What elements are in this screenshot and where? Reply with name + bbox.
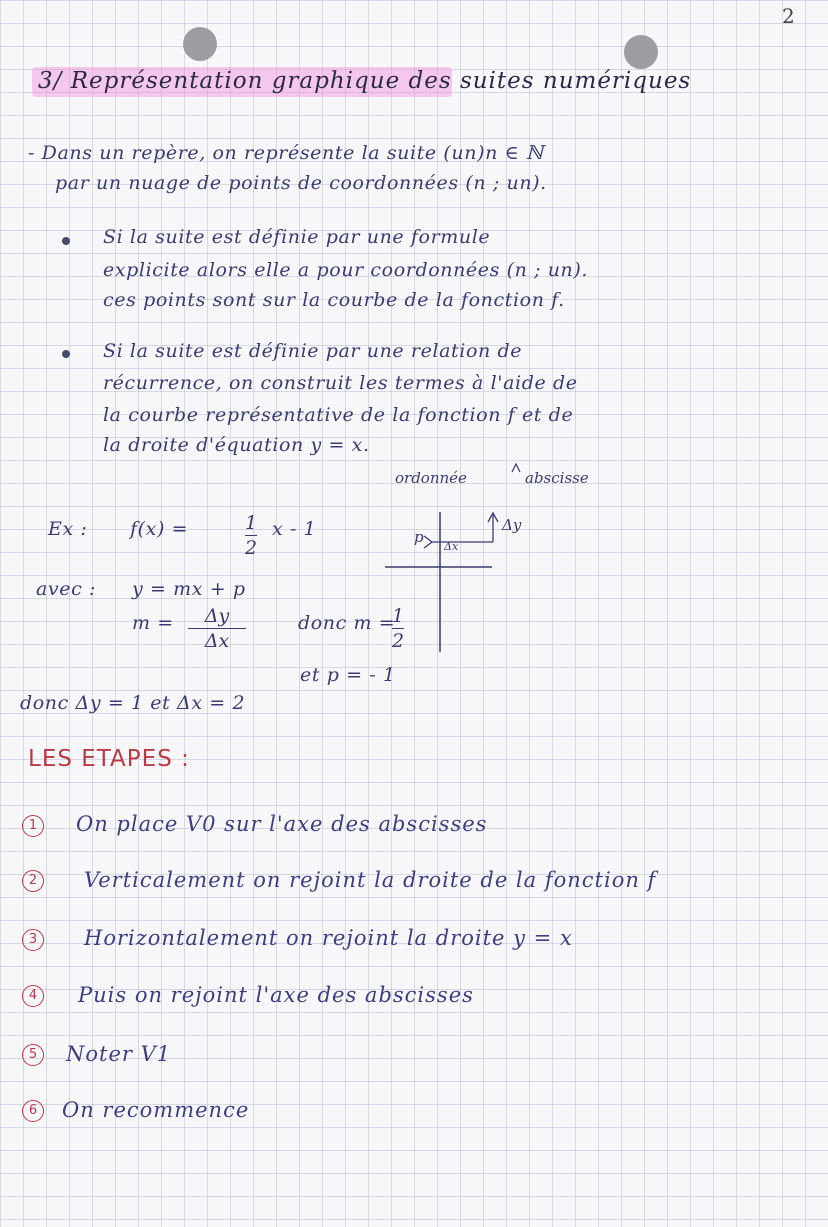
bullet-1-line-2: explicite alors elle a pour coordonnées (n ; un).: [103, 259, 589, 281]
arrow-right-icon: [424, 536, 432, 548]
bullet-1-line-1: Si la suite est définie par une formule: [103, 226, 491, 248]
step-number-6: 6: [22, 1100, 44, 1122]
function-lhs: f(x) =: [130, 518, 189, 540]
donc-m-label: donc m =: [298, 612, 396, 634]
bullet-1-line-3: ces points sont sur la courbe de la fonction f.: [103, 289, 565, 311]
step-number-5: 5: [22, 1044, 44, 1066]
sketch-p-label: p: [414, 528, 424, 546]
section-number: 3/: [38, 68, 63, 94]
step-text-5: Noter V1: [66, 1042, 172, 1066]
page-number: 2: [782, 4, 795, 28]
step-text-2: Verticalement on rejoint la droite de la fonction f: [84, 868, 657, 892]
step-number-4: 4: [22, 985, 44, 1007]
avec-label: avec :: [36, 578, 96, 600]
et-p-equation: et p = - 1: [300, 664, 396, 686]
sketch-delta-y: Δy: [502, 516, 522, 534]
donc-delta-equation: donc Δy = 1 et Δx = 2: [20, 692, 246, 714]
donc-m-den: 2: [392, 630, 405, 652]
function-fraction-num: 1: [245, 512, 258, 534]
bullet-2-line-2: récurrence, on construit les termes à l'aide de: [103, 372, 578, 394]
donc-m-num: 1: [392, 605, 405, 627]
linear-equation: y = mx + p: [132, 578, 246, 600]
step-text-6: On recommence: [62, 1098, 250, 1122]
step-text-4: Puis on rejoint l'axe des abscisses: [78, 983, 474, 1007]
bullet-2-line-4: la droite d'équation y = x.: [103, 434, 370, 456]
section-title-text: Représentation graphique des suites numériques: [70, 68, 692, 94]
bullet-2-line-3: la courbe représentative de la fonction f et de: [103, 404, 574, 426]
m-equals: m =: [132, 612, 174, 634]
example-label: Ex :: [48, 518, 88, 540]
sketch-delta-x: Δx: [444, 540, 459, 553]
slope-fraction-den: Δx: [204, 630, 230, 652]
intro-line-1: - Dans un repère, on représente la suite (un)n ∈ ℕ: [28, 142, 544, 164]
slope-fraction-num: Δy: [204, 605, 230, 627]
step-number-2: 2: [22, 870, 44, 892]
function-fraction-den: 2: [245, 537, 258, 559]
etapes-title: LES ETAPES :: [28, 746, 190, 772]
abscisse-annotation: abscisse: [525, 469, 589, 487]
arrow-up-icon: [512, 464, 520, 472]
step-number-1: 1: [22, 815, 44, 837]
step-text-3: Horizontalement on rejoint la droite y = x: [84, 926, 573, 950]
intro-line-2: par un nuage de points de coordonnées (n ; un).: [55, 172, 547, 194]
ordonnee-annotation: ordonnée: [395, 469, 467, 487]
bullet-2-line-1: Si la suite est définie par une relation de: [103, 340, 523, 362]
step-text-1: On place V0 sur l'axe des abscisses: [76, 812, 488, 836]
step-number-3: 3: [22, 929, 44, 951]
function-rest: x - 1: [272, 518, 317, 540]
